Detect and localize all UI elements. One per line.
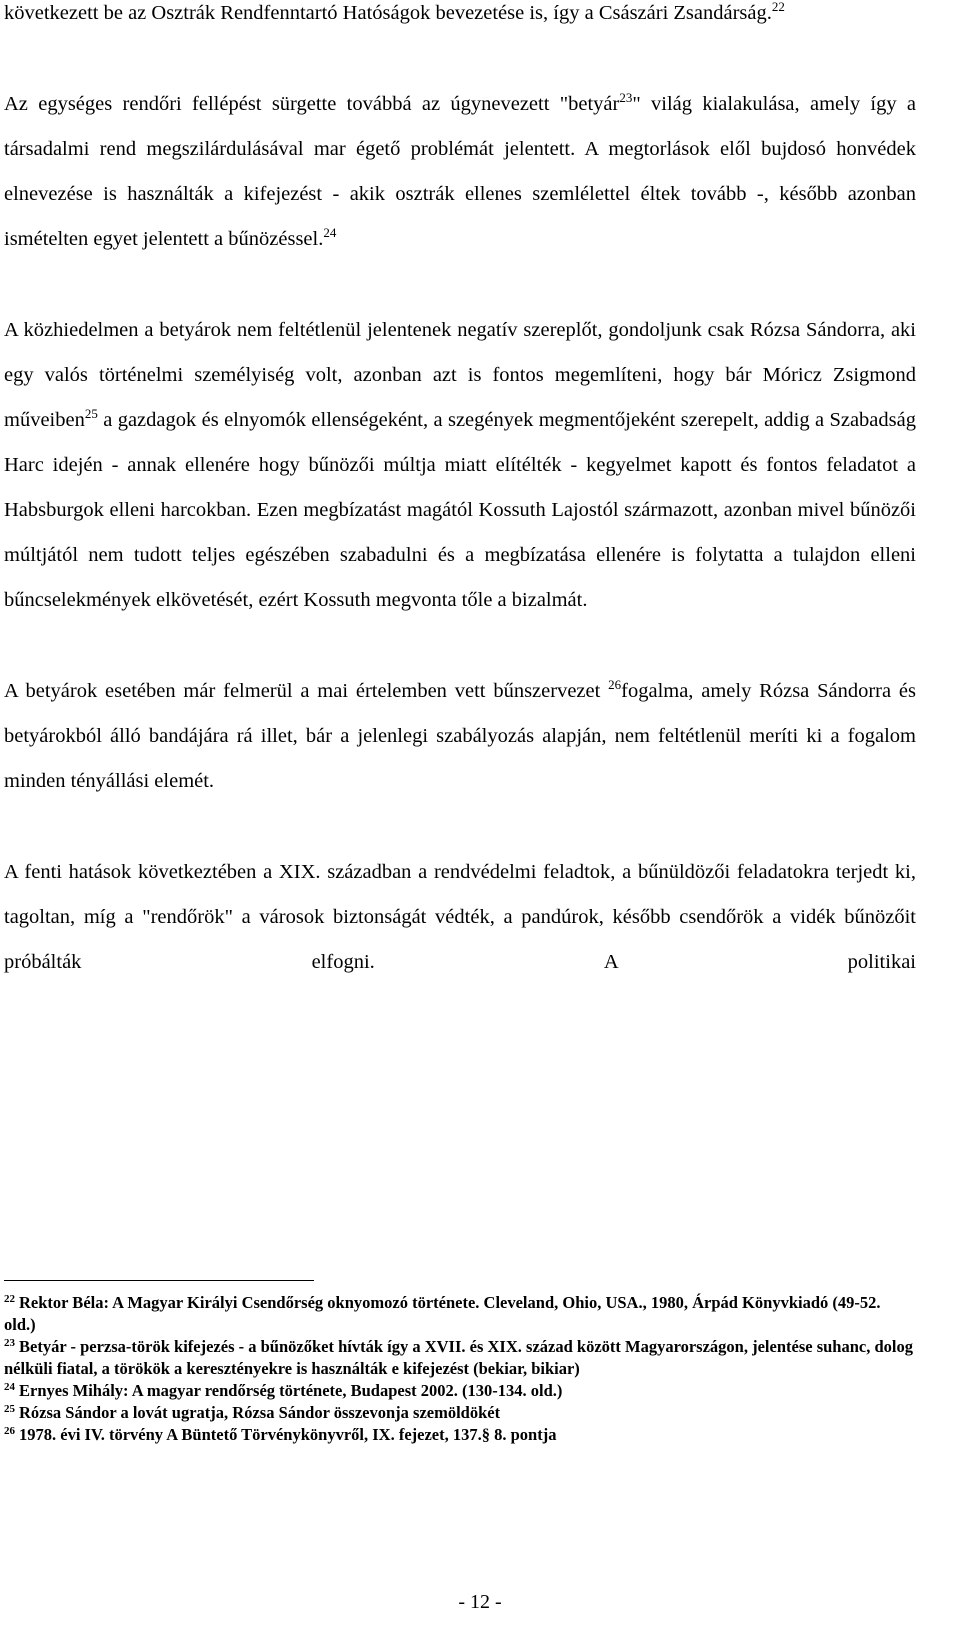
footnote-text: Betyár - perzsa-török kifejezés - a bűnözőket hívták így a XVII. és XIX. század között Magyarországon, jelentése suhanc, dolog nélküli fiatal, a törökök a keresztényekre is használták e kifejezést (bekiar, bikiar) (4, 1337, 913, 1378)
paragraph (4, 0, 916, 36)
footnote-reference: 22 (771, 0, 785, 14)
footnote-separator (4, 1280, 314, 1281)
footnote (4, 1380, 916, 1402)
paragraph (4, 669, 916, 804)
footnote-number: 26 (4, 1425, 15, 1437)
footnote-text: Rektor Béla: A Magyar Királyi Csendőrség oknyomozó története. Cleveland, Ohio, USA., 1980, Árpád Könyvkiadó (49-52. old.) (4, 1293, 881, 1334)
footnote-text: Rózsa Sándor a lovát ugratja, Rózsa Sándor összevonja szemöldökét (19, 1403, 501, 1422)
paragraph-text: következett be az Osztrák Rendfenntartó Hatóságok bevezetése is, így a Császári Zsandárság. (4, 2, 772, 24)
footnote (4, 1424, 916, 1446)
footnote-number: 24 (4, 1381, 15, 1393)
paragraph (4, 850, 916, 985)
footnote (4, 1292, 916, 1336)
paragraph (4, 308, 916, 623)
footnote-number: 23 (4, 1337, 15, 1349)
paragraph (4, 82, 916, 262)
footnotes (4, 1292, 916, 1446)
page-number: - 12 - (458, 1591, 502, 1613)
footnote (4, 1402, 916, 1424)
paragraph-text: fogalma, amely Rózsa Sándorra és betyárokból álló bandájára rá illet, bár a jelenlegi szabályozás alapján, nem feltétlenül meríti ki a fogalom minden tényállási elemét. (4, 680, 916, 792)
body-text (4, 0, 916, 985)
footnote-number: 25 (4, 1403, 15, 1415)
paragraph-text: " világ kialakulása, amely így a társadalmi rend megszilárdulásával mar égető problémát jelentett. A megtorlások elől bujdosó honvédek elnevezése is használták a kifejezést - akik osztrák ellenes szemlélettel éltek tovább -, később azonban ismételten egyet jelentett a bűnözéssel. (4, 93, 916, 250)
footnote-reference: 23 (619, 90, 633, 105)
footnote-number: 22 (4, 1293, 15, 1305)
paragraph-text: a gazdagok és elnyomók ellenségeként, a szegények megmentőjeként szerepelt, addig a Szabadság Harc idején - annak ellenére hogy bűnözői múltja miatt elítélték - kegyelmet kapott és fontos feladatot a Habsburgok elleni harcokban. Ezen megbízatást magától Kossuth Lajostól származott, azonban mivel bűnözői múltjától nem tudott teljes egészében szabadulni és a megbízatása ellenére is folytatta a tulajdon elleni bűncselekmények elkövetését, ezért Kossuth megvonta tőle a bizalmát. (4, 409, 916, 611)
paragraph-text: A közhiedelmen a betyárok nem feltétlenül jelentenek negatív szereplőt, gondoljunk csak Rózsa Sándorra, aki egy valós történelmi személyiség volt, azonban azt is fontos megemlíteni, hogy bár Móricz Zsigmond műveiben (4, 319, 916, 431)
footnote-reference: 25 (84, 406, 98, 421)
footnote-reference: 24 (323, 225, 337, 240)
paragraph-text: A fenti hatások következtében a XIX. században a rendvédelmi feladtok, a bűnüldözői feladatokra terjedt ki, tagoltan, míg a "rendőrök" a városok biztonságát védték, a pandúrok, később csendőrök a vidék bűnözőit próbálták elfogni. A politikai (4, 861, 916, 973)
footnote-text: Ernyes Mihály: A magyar rendőrség története, Budapest 2002. (130-134. old.) (19, 1381, 563, 1400)
footnote-reference: 26 (608, 677, 622, 692)
paragraph-text: Az egységes rendőri fellépést sürgette továbbá az úgynevezett "betyár (4, 93, 620, 115)
paragraph-text: A betyárok esetében már felmerül a mai értelemben vett bűnszervezet (4, 680, 609, 702)
footnote (4, 1336, 916, 1380)
footnote-text: 1978. évi IV. törvény A Büntető Törvénykönyvről, IX. fejezet, 137.§ 8. pontja (19, 1425, 557, 1444)
